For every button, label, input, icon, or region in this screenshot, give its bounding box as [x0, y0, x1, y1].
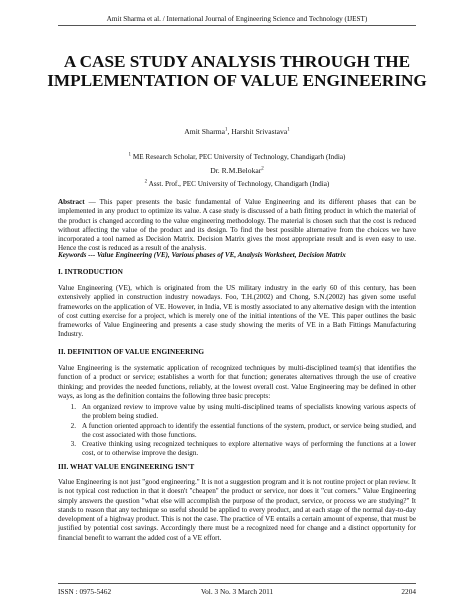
- author-name-3: Dr. R.M.Belokar: [210, 166, 262, 175]
- footer-issn: ISSN : 0975-5462: [58, 587, 112, 596]
- running-header: Amit Sharma et al. / International Journal of Engineering Science and Technology (IJEST): [106, 15, 368, 23]
- what-ve-isnt-text: Value Engineering is not just "good engineering." It is not a suggestion program and it is not routine project or plan review. It is not typical cost reduction in that it doesn't "cheapen" the product or service, nor does it "cut corners." Value Engineering simply answers the question "what else will accomplish the purpose of the product, service, or process we are studying?" It stands to reason that any technique so useful should be applied to every product, and at each stage of the normal day-to-day development of a highway product. This is not the case. The practice of VE entails a certain amount of expense, that must be justified by potential cost savings. Accordingly there must be a recognized need for change and a distinct opportunity for financial benefit to warrant the added cost of a VE effort.: [58, 478, 416, 542]
- header-rule: [58, 25, 416, 26]
- section-heading-introduction: I. INTRODUCTION: [58, 267, 123, 276]
- list-item-text: A function oriented approach to identify the essential functions of the system, product, or service being studied, and the cost associated with those functions.: [82, 421, 416, 439]
- precepts-list: [58, 403, 416, 459]
- footer-rule: [58, 583, 416, 584]
- list-item: [58, 422, 416, 441]
- list-item: [58, 440, 416, 459]
- affiliation-text: ME Research Scholar, PEC University of Technology, Chandigarh (India): [131, 153, 346, 161]
- author-sup-3: 2: [261, 166, 264, 172]
- list-item-number: 2.: [70, 421, 76, 430]
- section-heading-definition: II. DEFINITION OF VALUE ENGINEERING: [58, 347, 205, 356]
- affiliation-1: [0, 153, 474, 161]
- footer-page-number: 2204: [401, 587, 416, 596]
- paper-title: A CASE STUDY ANALYSIS THROUGH THE IMPLEMENTATION OF VALUE ENGINEERING: [47, 52, 427, 90]
- author-sup-2: 1: [287, 127, 290, 133]
- list-item: [58, 403, 416, 422]
- list-item-number: 3.: [70, 440, 76, 449]
- introduction-text: Value Engineering (VE), which is originated from the US military industry in the early 60 of this century, has been extensively applied in construction industry nowadays. Foo, T.H.(2002) and Chong, S.N.(2002) has given some useful frameworks on the application of VE. However, in India, VE is mostly associated to any alternative design with the intention of cost cutting exercise for a project, which is merely one of the initial intentions of the VE. This paper outlines the basic frameworks of Value Engineering and presents a case study showing the merits of VE in a Bath Fittings Manufacturing Industry.: [58, 284, 416, 339]
- list-item-text: Creative thinking using recognized techniques to explore alternative ways of performing the functions at a lower cost, or to otherwise improve the design.: [82, 440, 416, 458]
- author-name-2: , Harshit Srivastava: [227, 127, 288, 136]
- definition-text: Value Engineering is the systematic application of recognized techniques by multi-disciplined team(s) that identifies the function of a product or service; establishes a worth for that function; generates alternatives through the use of creative thinking; and provides the needed functions, reliably, at the lowest overall cost. Value Engineering may be defined in other ways, as long as the definition contains the following three basic precepts:: [58, 364, 416, 400]
- section-heading-what-ve-isnt: III. WHAT VALUE ENGINEERING ISN'T: [58, 462, 195, 471]
- author-sup: 1: [225, 127, 228, 133]
- abstract-label: Abstract: [58, 198, 85, 206]
- affiliation-sup-2: 2: [144, 179, 148, 185]
- affiliation-sup: 1: [128, 152, 132, 158]
- author-line-2: [0, 166, 474, 175]
- list-item-number: 1.: [70, 403, 76, 411]
- affiliation-text-2: Asst. Prof., PEC University of Technology, Chandigarh (India): [147, 180, 330, 188]
- keywords: Keywords --- Value Engineering (VE), Various phases of VE, Analysis Worksheet, Decision Matrix: [58, 251, 346, 259]
- footer-volume: Vol. 3 No. 3 March 2011: [200, 587, 274, 596]
- author-name: Amit Sharma: [184, 127, 226, 136]
- abstract: [58, 198, 416, 254]
- author-line-1: [0, 127, 474, 136]
- affiliation-2: [0, 180, 474, 188]
- abstract-text: — This paper presents the basic fundamental of Value Engineering and its different phases that can be implemented in any product to optimize its value. A case study is discussed of a bath fitting product in which the material of the product is changed according to the value engineering methodology. The material is chosen such that the cost is reduced without affecting the value of the product and its design. To find the best possible alternative from the choices we have incorporated a tool named as Decision Matrix. Decision Matrix gives the most appropriate result and is even easy to use. Hence the cost is reduced as a result of the analysis.: [58, 198, 416, 253]
- list-item-text: An organized review to improve value by using multi-disciplined teams of specialists knowing various aspects of the problem being studied.: [82, 403, 416, 421]
